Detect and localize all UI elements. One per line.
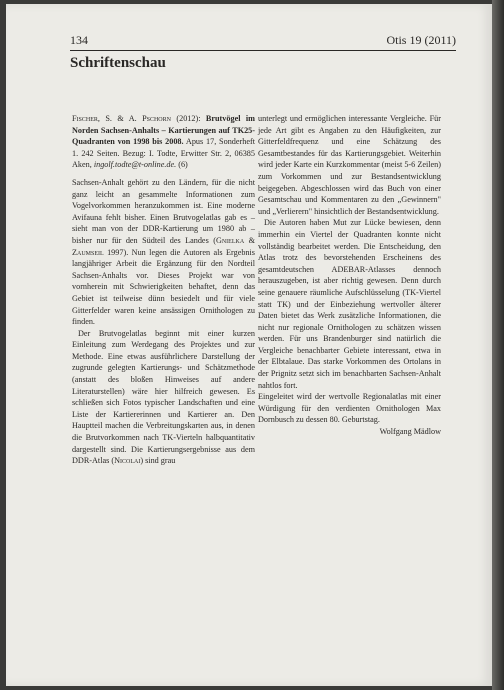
left-column <box>72 113 255 467</box>
review-price: (6) <box>176 160 188 170</box>
review-email: ingolf.todte@t-online.de. <box>93 160 177 170</box>
left-paragraph-2 <box>72 328 255 467</box>
review-year: (2012): <box>170 114 206 123</box>
page-edge <box>492 0 504 690</box>
running-header <box>70 33 456 49</box>
review-reference <box>72 113 255 171</box>
header-rule <box>70 50 456 51</box>
right-column <box>258 113 441 438</box>
left-paragraph-1-text: Sachsen-Anhalt gehört zu den Ländern, für die nicht ganz leicht an gesammelte Informationen zum Vogelvorkommen heranzukommen ist. Eine moderne Avifauna fehlt bisher. Einen Brutvogelatlas gab es – sieht man von der DDR-Kartierung um 1980 ab – bisher nur für den Südteil des Landes ( <box>72 177 255 245</box>
review-book-title: Brutvögel im Norden Sachsen-Anhalts – Kartierungen auf TK25-Quadranten von 1998 bis 2008. <box>72 114 255 147</box>
left-paragraph-1 <box>72 177 255 328</box>
journal-title: Otis 19 (2011) <box>386 33 456 47</box>
right-paragraph-3: Eingeleitet wird der wertvolle Regionalatlas mit einer Würdigung für den verdienten Ornithologen Max Dornbusch zu dessen 80. Geburtstag. <box>258 392 441 425</box>
review-authors: Fischer, S. & A. Pschorn <box>72 114 171 123</box>
page-number: 134 <box>70 33 88 47</box>
left-paragraph-2-text: Der Brutvogelatlas beginnt mit einer kurzen Einleitung zum Werdegang des Projektes und zur Methode. Eine etwas ausführlichere Darstellung der zugrunde gelegten Kartierungs- und Schätzmethode (anstatt des bloßen Hinweises auf andere Literaturstellen) wäre hier hilfreich gewesen. Es schließen sich Fotos typischer Landschaften und eine Liste der Kartiererinnen und Kartierer an. Den Hauptteil machen die Verbreitungskarten aus, in denen die Brutvorkommen nach TK-Vierteln halbquantitativ dargestellt sind. Die Kartierungsergebnisse aus dem DDR-Atlas ( <box>72 328 255 466</box>
citation-gnielka: Gnielka & Zaumseil <box>72 235 255 257</box>
right-paragraph-2: Die Autoren haben Mut zur Lücke bewiesen, denn immerhin ein Viertel der Quadranten konnte nicht vollständig bearbeitet werden. Die Entscheidung, den Atlas trotz des bevorstehenden Erscheinens des gesamtdeutschen ADEBAR-Atlasses dennoch herauszugeben, ist aber richtig gewesen. Denn durch seine genauere räumliche Aufschlüsselung (TK-Viertel statt TK) und der Einbeziehung wertvoller älterer Daten bietet das Werk zusätzliche Informationen, die nicht nur regionale Ornithologen zu schätzen wissen werden. Für uns Brandenburger sind natürlich die Vergleiche benachbarter Gebiete interessant, etwa in der Elbtalaue. Das starke Vorkommen des Ortolans in der Prignitz setzt sich im benachbarten Sachsen-Anhalt nahtlos fort. <box>258 218 441 390</box>
left-paragraph-2-text-b: ) sind grau <box>140 456 176 466</box>
review-publication: Apus 17, Sonderheft 1. 242 Seiten. Bezug: I. Todte, Erwitter Str. 2, 06385 Aken, <box>72 137 255 170</box>
section-title: Schriftenschau <box>70 55 166 71</box>
left-paragraph-1-text-b: 1997). Nun legen die Autoren als Ergebnis langjähriger Arbeit die Ergänzung für den Nordteil Sachsen-Anhalts vor. Dieses Projekt war von vornherein mit Schwierigkeiten behaftet, denn das Gebiet ist teilweise dünn besiedelt und für viele Gitterfelder waren keine ansässigen Ornithologen zu finden. <box>72 247 255 327</box>
right-paragraph-1: unterlegt und ermöglichen interessante Vergleiche. Für jede Art gibt es Angaben zu den Häufigkeiten, zur Gitterfeldfrequenz und eine Schätzung des Gesamtbestandes für das Kartierungsgebiet. Weiterhin wird jeder Karte ein Kurzkommentar (meist 5-6 Zeilen) zum Vorkommen und zur Bestandsentwicklung beigegeben. Abgeschlossen wird das Buch von einer Gesamtschau und Kommentaren zu den „Gewinnern" und „Verlierern" hinsichtlich der Bestandsentwicklung. <box>258 114 441 216</box>
reviewer-signature: Wolfgang Mädlow <box>379 427 441 437</box>
citation-nicolai: Nicolai <box>114 456 141 466</box>
